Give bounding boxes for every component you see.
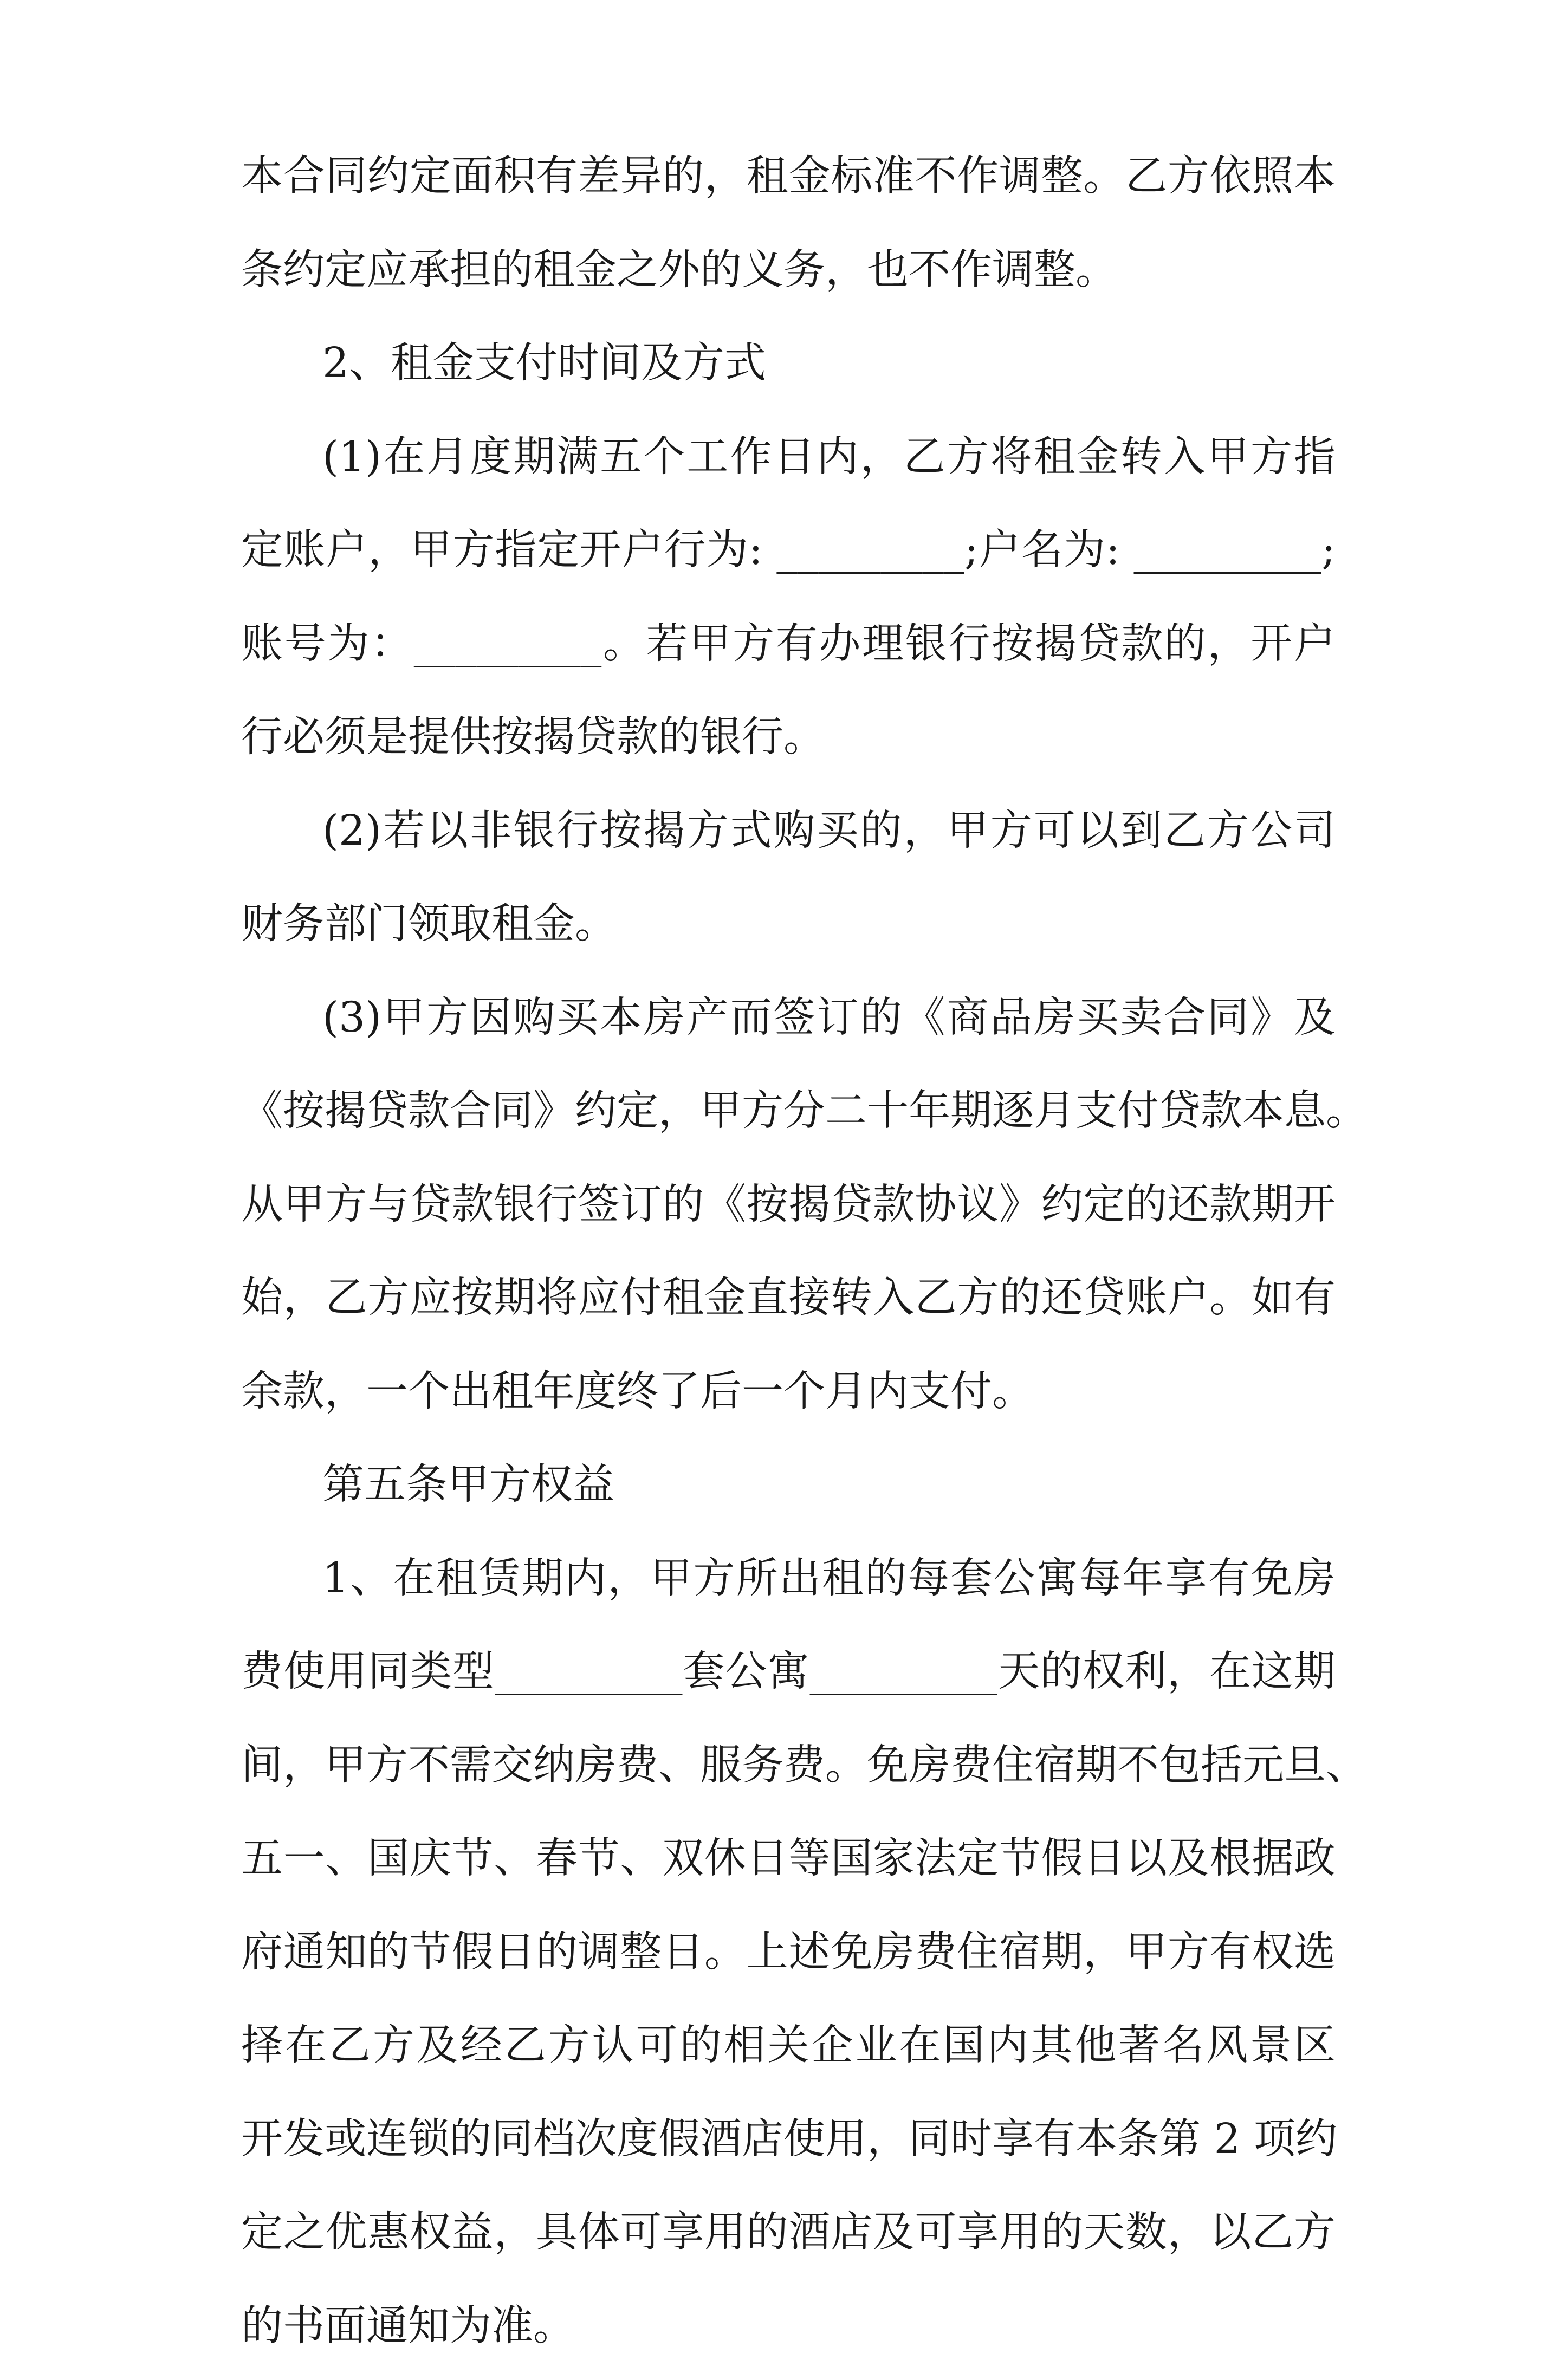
- text-line: 的书面通知为准。: [241, 2302, 575, 2350]
- text-line: 行必须是提供按揭贷款的银行。: [241, 713, 825, 761]
- text-line: 始，乙方应按期将应付租金直接转入乙方的还贷账户。如有: [241, 1274, 1336, 1322]
- text-line: (3)甲方因购买本房产而签订的《商品房买卖合同》及: [322, 994, 1336, 1042]
- text-line: 《按揭贷款合同》约定，甲方分二十年期逐月支付贷款本息。: [241, 1087, 1368, 1135]
- text-line: 府通知的节假日的调整日。上述免房费住宿期，甲方有权选: [241, 1928, 1336, 1976]
- text-line: 费使用同类型_________套公寓_________天的权利，在这期: [241, 1648, 1336, 1696]
- text-line: (1)在月度期满五个工作日内，乙方将租金转入甲方指: [322, 433, 1336, 481]
- text-line: 定账户，甲方指定开户行为: _________;户名为: _________;: [241, 526, 1336, 574]
- text-line: 间，甲方不需交纳房费、服务费。免房费住宿期不包括元旦、: [241, 1741, 1368, 1790]
- text-line: 财务部门领取租金。: [241, 900, 617, 948]
- text-line: 定之优惠权益，具体可享用的酒店及可享用的天数，以乙方: [241, 2208, 1336, 2257]
- text-line: 择在乙方及经乙方认可的相关企业在国内其他著名风景区: [241, 2021, 1336, 2070]
- text-line: 账号为：_________。若甲方有办理银行按揭贷款的，开户: [241, 620, 1336, 668]
- text-line: 第五条甲方权益: [322, 1461, 614, 1509]
- text-line: 2、租金支付时间及方式: [322, 339, 766, 387]
- text-line: 1、在租赁期内，甲方所出租的每套公寓每年享有免房: [322, 1554, 1336, 1603]
- text-line: 开发或连锁的同档次度假酒店使用，同时享有本条第 2 项约: [241, 2115, 1337, 2163]
- text-line: 条约定应承担的租金之外的义务，也不作调整。: [241, 246, 1117, 294]
- text-line: 从甲方与贷款银行签订的《按揭贷款协议》约定的还款期开: [241, 1181, 1336, 1229]
- text-line: (2)若以非银行按揭方式购买的，甲方可以到乙方公司: [322, 807, 1336, 855]
- text-line: 本合同约定面积有差异的，租金标准不作调整。乙方依照本: [241, 152, 1336, 200]
- text-line: 余款，一个出租年度终了后一个月内支付。: [241, 1367, 1034, 1416]
- text-line: 五一、国庆节、春节、双休日等国家法定节假日以及根据政: [241, 1834, 1336, 1883]
